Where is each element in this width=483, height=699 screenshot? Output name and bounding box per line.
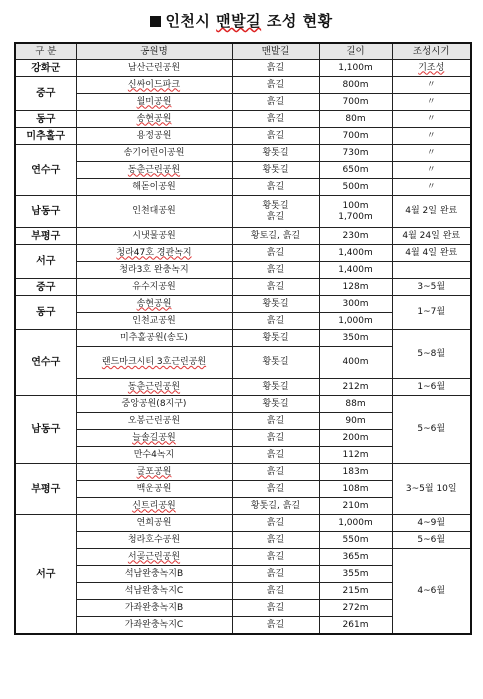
length-cell: 112m: [319, 447, 392, 464]
path-cell: 흙길: [232, 179, 319, 196]
park-cell: 송기어린이공원: [76, 145, 232, 162]
path-cell: 황톳길: [232, 296, 319, 313]
path-cell: 흙길: [232, 279, 319, 296]
title-main: 맨발길: [216, 12, 262, 30]
period-cell: 기조성: [392, 60, 471, 77]
district-cell: 강화군: [15, 60, 76, 77]
period-cell: 4월 2일 완료: [392, 196, 471, 228]
period-cell: 〃: [392, 111, 471, 128]
length-cell: 355m: [319, 566, 392, 583]
length-cell: 1,400m: [319, 262, 392, 279]
park-cell: 가좌완충녹지B: [76, 600, 232, 617]
length-cell: 272m: [319, 600, 392, 617]
table-row: [15, 549, 471, 566]
path-cell: 흙길: [232, 481, 319, 498]
path-cell: 흙길: [232, 60, 319, 77]
path-cell: 흙길: [232, 583, 319, 600]
length-cell: 350m: [319, 330, 392, 347]
table-header-row: [15, 43, 471, 60]
park-cell: 굴포공원: [76, 464, 232, 481]
park-cell: 연희공원: [76, 515, 232, 532]
park-cell: 신트리공원: [76, 498, 232, 515]
path-cell: 흙길: [232, 532, 319, 549]
table-row: [15, 196, 471, 228]
header-district: 구 분: [15, 43, 76, 60]
length-cell: 215m: [319, 583, 392, 600]
path-cell: 황톳길: [232, 347, 319, 379]
park-cell: 만수4녹지: [76, 447, 232, 464]
length-cell: 400m: [319, 347, 392, 379]
period-cell: 〃: [392, 179, 471, 196]
park-cell: 용정공원: [76, 128, 232, 145]
park-cell: 월미공원: [76, 94, 232, 111]
period-cell: 5~6월: [392, 396, 471, 464]
period-cell: 4월 24일 완료: [392, 228, 471, 245]
park-cell: 신싸이드파크: [76, 77, 232, 94]
district-cell: 중구: [15, 77, 76, 111]
park-cell: 유수지공원: [76, 279, 232, 296]
length-cell: 1,100m: [319, 60, 392, 77]
path-line-2: 흙길: [266, 211, 285, 222]
length-cell: 300m: [319, 296, 392, 313]
district-cell: 서구: [15, 515, 76, 635]
barefoot-path-table: [14, 42, 472, 635]
park-cell: 미추홀공원(송도): [76, 330, 232, 347]
table-row: [15, 279, 471, 296]
length-line-1: 100m: [342, 200, 369, 211]
period-cell: 3~5월 10일: [392, 464, 471, 515]
title-suffix: 조성 현황: [266, 12, 333, 30]
path-cell: 황톳길: [232, 145, 319, 162]
period-cell: 〃: [392, 162, 471, 179]
table-row: [15, 379, 471, 396]
length-cell: 1,400m: [319, 245, 392, 262]
park-cell: 송현공원: [76, 111, 232, 128]
park-cell: 석남완충녹지C: [76, 583, 232, 600]
table-row: [15, 262, 471, 279]
length-cell: 365m: [319, 549, 392, 566]
path-cell: 흙길: [232, 313, 319, 330]
park-cell: 남산근린공원: [76, 60, 232, 77]
length-cell: 500m: [319, 179, 392, 196]
table-row: [15, 162, 471, 179]
district-cell: 미추홀구: [15, 128, 76, 145]
path-cell: 흙길: [232, 111, 319, 128]
path-cell: 흙길: [232, 128, 319, 145]
park-cell: 오봉근린공원: [76, 413, 232, 430]
park-cell: 동춘근린공원: [76, 379, 232, 396]
length-cell: 90m: [319, 413, 392, 430]
length-cell: [319, 196, 392, 228]
path-cell: 흙길: [232, 549, 319, 566]
header-length: 길이: [319, 43, 392, 60]
period-cell: 3~5월: [392, 279, 471, 296]
table-row: [15, 128, 471, 145]
length-line-2: 1,700m: [338, 211, 373, 222]
path-cell: 흙길: [232, 77, 319, 94]
period-cell: [392, 262, 471, 279]
district-cell: 남동구: [15, 196, 76, 228]
path-cell: 흙길: [232, 94, 319, 111]
header-park: 공원명: [76, 43, 232, 60]
table-row: [15, 532, 471, 549]
path-cell: 흙길: [232, 262, 319, 279]
title-prefix: 인천시: [165, 12, 211, 30]
table-row: [15, 60, 471, 77]
table-row: [15, 330, 471, 347]
district-cell: 연수구: [15, 330, 76, 396]
length-cell: 200m: [319, 430, 392, 447]
district-cell: 중구: [15, 279, 76, 296]
park-cell: 중앙공원(8지구): [76, 396, 232, 413]
district-cell: 남동구: [15, 396, 76, 464]
park-cell: 동춘근린공원: [76, 162, 232, 179]
period-cell: 〃: [392, 128, 471, 145]
path-cell: 흙길: [232, 600, 319, 617]
table-row: [15, 77, 471, 94]
period-cell: 1~6월: [392, 379, 471, 396]
length-cell: 183m: [319, 464, 392, 481]
park-cell: 늘솔길공원: [76, 430, 232, 447]
table-row: [15, 464, 471, 481]
period-cell: 5~8월: [392, 330, 471, 379]
district-cell: 동구: [15, 296, 76, 330]
district-cell: 부평구: [15, 464, 76, 515]
table-row: [15, 111, 471, 128]
length-cell: 261m: [319, 617, 392, 635]
park-cell: 송현공원: [76, 296, 232, 313]
path-cell: 흙길: [232, 430, 319, 447]
park-cell: 인천대공원: [76, 196, 232, 228]
period-cell: 〃: [392, 77, 471, 94]
park-cell: 서곶근린공원: [76, 549, 232, 566]
path-cell: 황토길, 흙길: [232, 228, 319, 245]
path-cell: 흙길: [232, 245, 319, 262]
table-row: [15, 396, 471, 413]
path-cell: 흙길: [232, 515, 319, 532]
length-cell: 1,000m: [319, 313, 392, 330]
header-period: 조성시기: [392, 43, 471, 60]
length-cell: 1,000m: [319, 515, 392, 532]
path-cell: 황톳길: [232, 330, 319, 347]
path-cell: 황톳길: [232, 396, 319, 413]
table-row: [15, 94, 471, 111]
length-cell: 128m: [319, 279, 392, 296]
path-cell: 황톳길: [232, 162, 319, 179]
length-cell: 230m: [319, 228, 392, 245]
park-cell: 랜드마크시티 3호근린공원: [76, 347, 232, 379]
park-cell: 시냇물공원: [76, 228, 232, 245]
park-cell: 백운공원: [76, 481, 232, 498]
length-cell: 700m: [319, 94, 392, 111]
table-row: [15, 228, 471, 245]
path-cell: [232, 196, 319, 228]
length-cell: 800m: [319, 77, 392, 94]
park-cell: 가좌완충녹지C: [76, 617, 232, 635]
park-cell: 석남완충녹지B: [76, 566, 232, 583]
table-row: [15, 245, 471, 262]
path-cell: 황톳길, 흙길: [232, 498, 319, 515]
period-cell: 〃: [392, 145, 471, 162]
path-cell: 흙길: [232, 447, 319, 464]
period-cell: 1~7월: [392, 296, 471, 330]
square-bullet-icon: [150, 16, 161, 27]
district-cell: 연수구: [15, 145, 76, 196]
length-cell: 212m: [319, 379, 392, 396]
park-cell: 청라3호 완충녹지: [76, 262, 232, 279]
path-cell: 흙길: [232, 617, 319, 635]
period-cell: 4~6월: [392, 549, 471, 635]
period-cell: 〃: [392, 94, 471, 111]
path-cell: 황톳길: [232, 379, 319, 396]
path-cell: 흙길: [232, 566, 319, 583]
district-cell: 부평구: [15, 228, 76, 245]
header-path: 맨발길: [232, 43, 319, 60]
park-cell: 청라호수공원: [76, 532, 232, 549]
period-cell: 4월 4일 완료: [392, 245, 471, 262]
path-cell: 흙길: [232, 413, 319, 430]
length-cell: 650m: [319, 162, 392, 179]
page-title: [0, 10, 483, 31]
table-row: [15, 515, 471, 532]
length-cell: 550m: [319, 532, 392, 549]
length-cell: 108m: [319, 481, 392, 498]
length-cell: 80m: [319, 111, 392, 128]
table-row: [15, 179, 471, 196]
table-row: [15, 296, 471, 313]
park-cell: 해돋이공원: [76, 179, 232, 196]
district-cell: 동구: [15, 111, 76, 128]
district-cell: 서구: [15, 245, 76, 279]
park-cell: 인천교공원: [76, 313, 232, 330]
path-cell: 흙길: [232, 464, 319, 481]
table-row: [15, 145, 471, 162]
length-cell: 700m: [319, 128, 392, 145]
path-line-1: 황톳길: [262, 200, 289, 211]
park-cell: 청라47호 경관녹지: [76, 245, 232, 262]
period-cell: 4~9월: [392, 515, 471, 532]
length-cell: 730m: [319, 145, 392, 162]
length-cell: 210m: [319, 498, 392, 515]
length-cell: 88m: [319, 396, 392, 413]
period-cell: 5~6월: [392, 532, 471, 549]
